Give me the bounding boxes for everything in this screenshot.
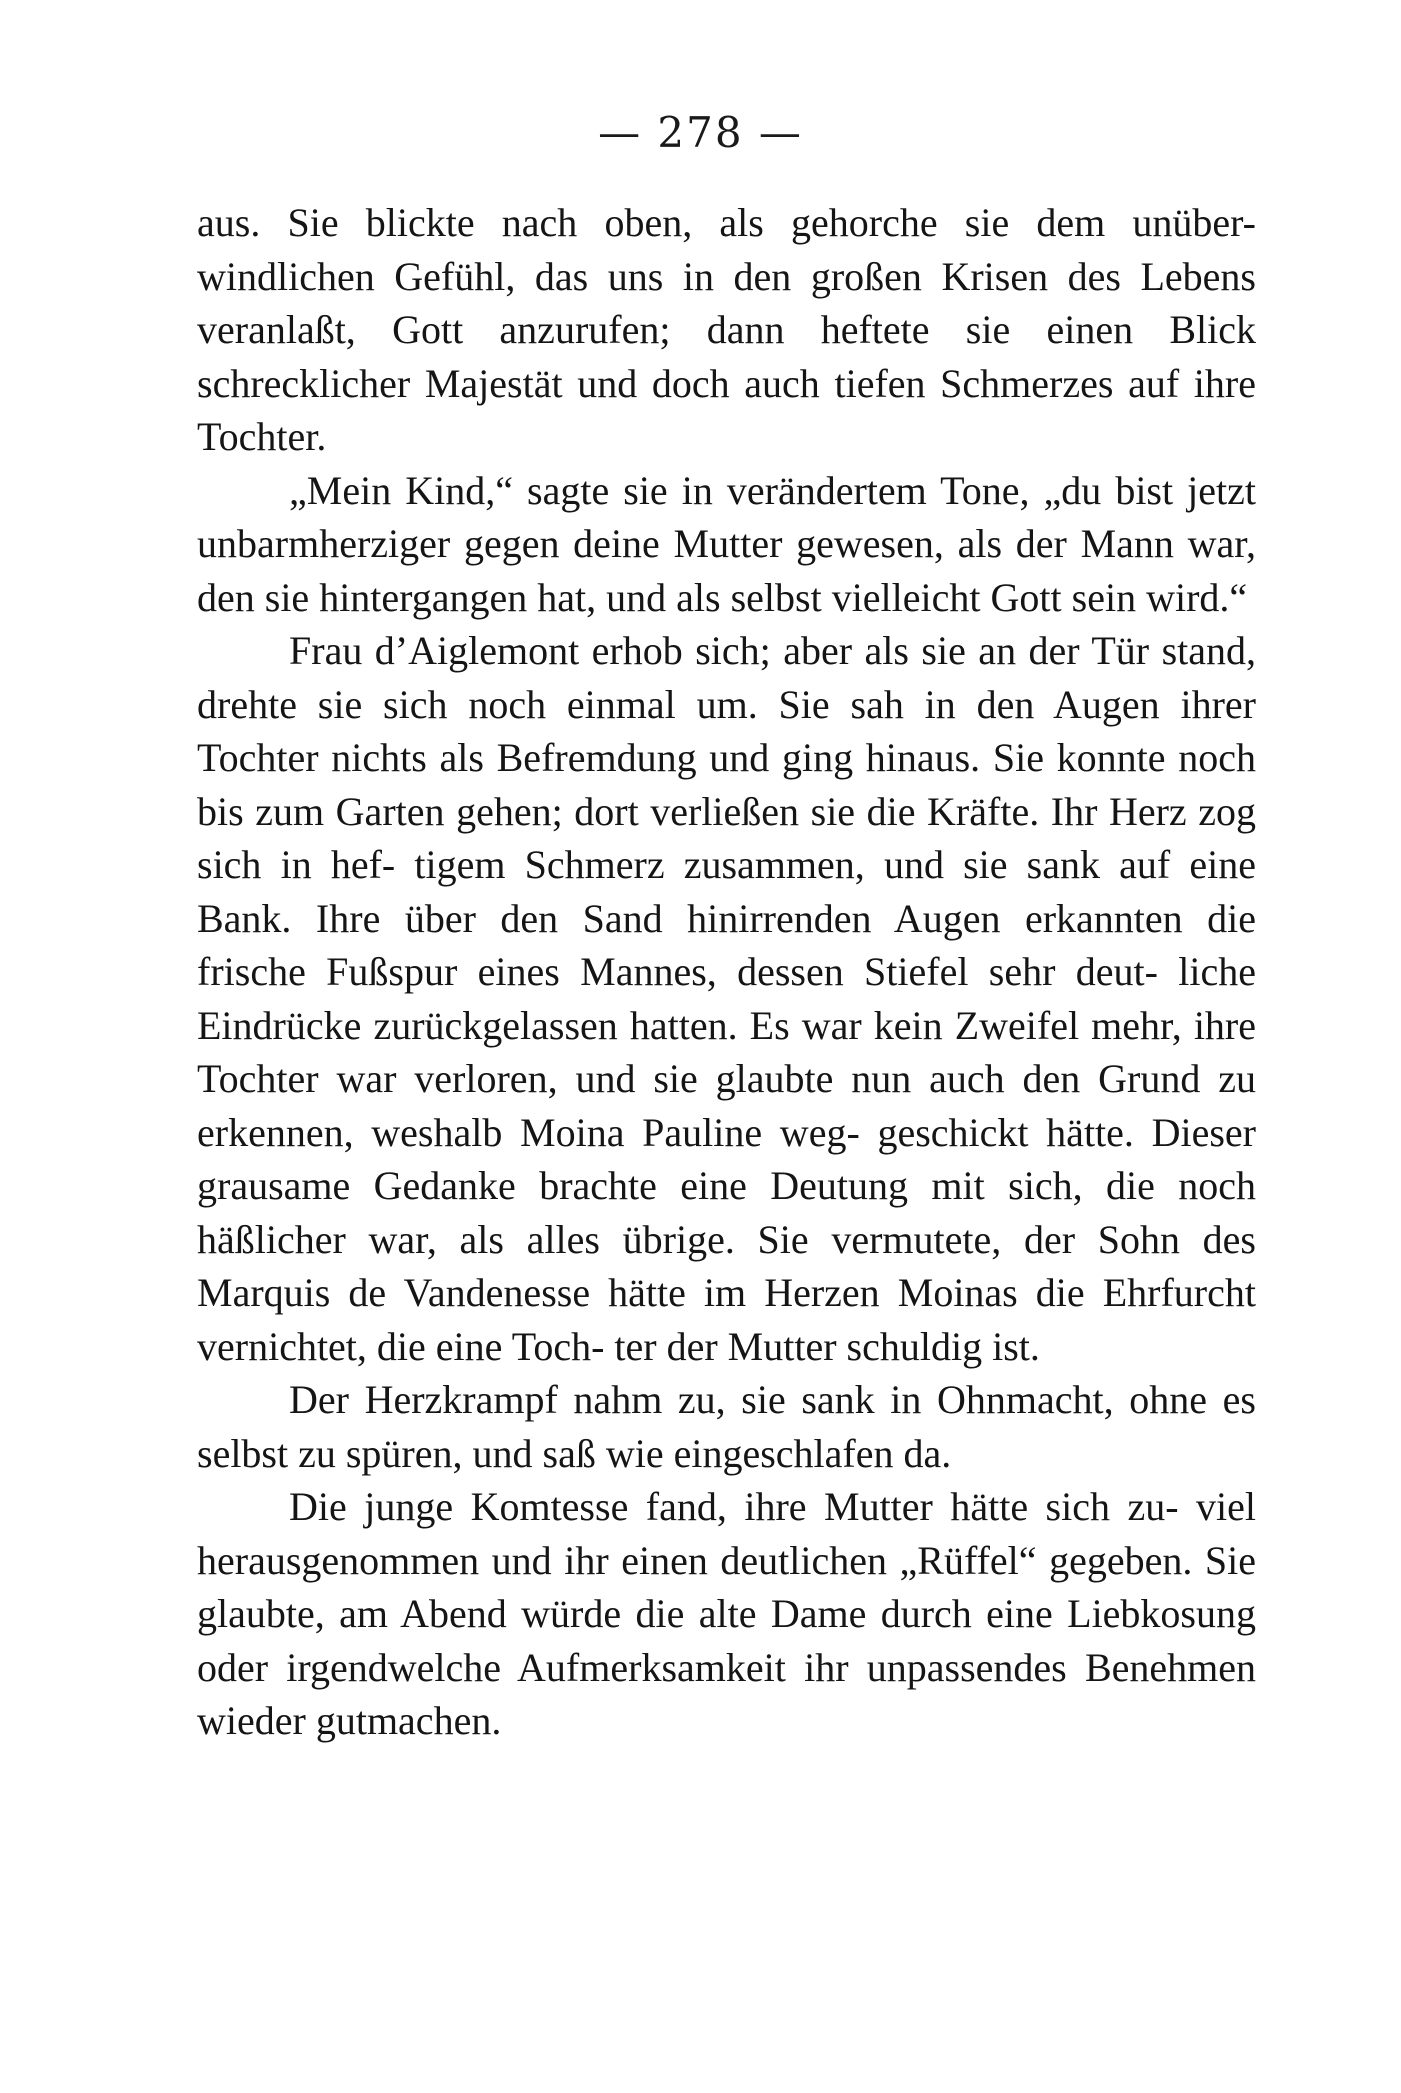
body-text xyxy=(197,196,1256,1748)
page-number: — 278 — xyxy=(598,108,803,157)
paragraph: „Mein Kind,“ sagte sie in verändertem Tone, „du bist jetzt unbarmherziger gegen deine Mutter gewesen, als der Mann war, den sie hintergangen hat, und als selbst vielleicht Gott sein wird.“ xyxy=(197,467,1256,620)
paragraph: Die junge Komtesse fand, ihre Mutter hätte sich zu- viel herausgenommen und ihr einen deutlichen „Rüffel“ gegeben. Sie glaubte, am Abend würde die alte Dame durch eine Liebkosung oder irgendwelche Aufmerksamkeit ihr unpassendes Benehmen wieder gutmachen. xyxy=(197,1484,1256,1743)
paragraph: Der Herzkrampf nahm zu, sie sank in Ohnmacht, ohne es selbst zu spüren, und saß wie eingeschlafen da. xyxy=(197,1377,1256,1476)
paragraph: Frau d’Aiglemont erhob sich; aber als sie an der Tür stand, drehte sie sich noch einmal um. Sie sah in den Augen ihrer Tochter nichts als Befremdung und ging hinaus. Sie konnte noch bis zum Garten gehen; dort verließen sie die Kräfte. Ihr Herz zog sich in hef- tigem Schmerz zusammen, und sie sank auf eine Bank. Ihre über den Sand hinirrenden Augen erkannten die frische Fußspur eines Mannes, dessen Stiefel sehr deut- liche Eindrücke zurückgelassen hatten. Es war kein Zweifel mehr, ihre Tochter war verloren, und sie glaubte nun auch den Grund zu erkennen, weshalb Moina Pauline weg- geschickt hätte. Dieser grausame Gedanke brachte eine Deutung mit sich, die noch häßlicher war, als alles übrige. Sie vermutete, der Sohn des Marquis de Vandenesse hätte im Herzen Moinas die Ehrfurcht vernichtet, die eine Toch- ter der Mutter schuldig ist. xyxy=(197,628,1256,1369)
paragraph: aus. Sie blickte nach oben, als gehorche sie dem unüber- windlichen Gefühl, das uns in den großen Krisen des Lebens veranlaßt, Gott anzurufen; dann heftete sie einen Blick schrecklicher Majestät und doch auch tiefen Schmerzes auf ihre Tochter. xyxy=(197,200,1256,459)
